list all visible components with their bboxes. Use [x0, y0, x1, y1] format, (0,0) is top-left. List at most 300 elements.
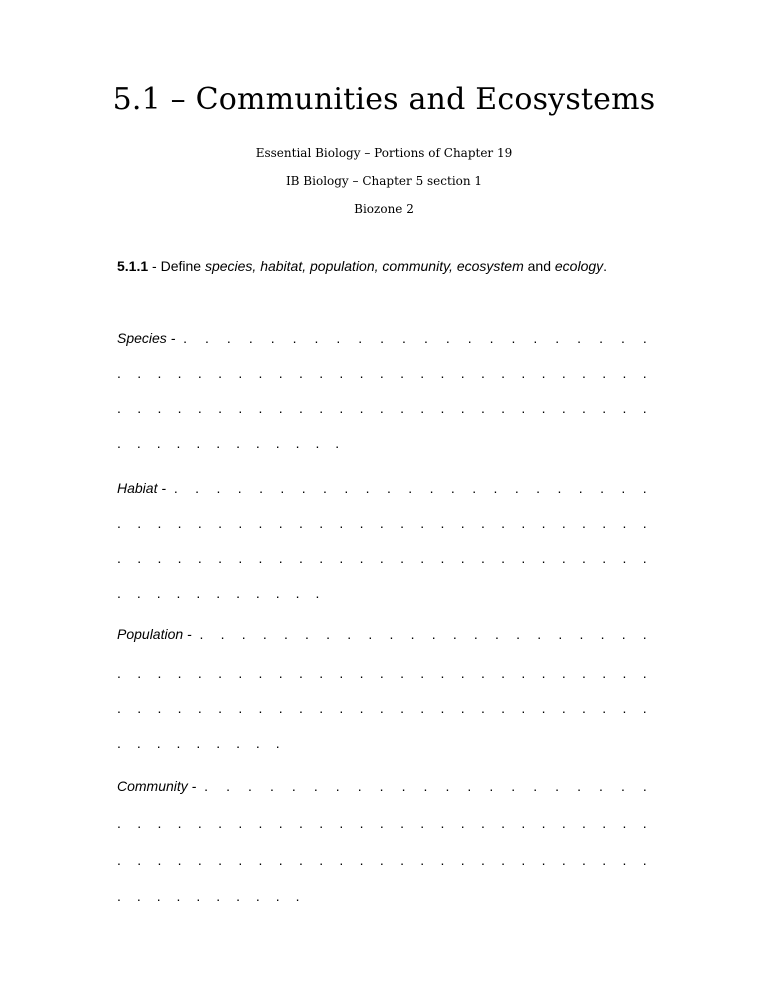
answer-dot: .	[511, 778, 516, 794]
answer-dot: .	[216, 480, 221, 496]
term-label: Species -	[117, 330, 184, 346]
answer-dot: .	[117, 665, 121, 681]
answer-dot: .	[157, 365, 162, 381]
answer-dot: .	[642, 626, 647, 642]
answer-dot: .	[536, 480, 541, 496]
answer-dot: .	[335, 435, 340, 451]
answer-dot: .	[319, 400, 324, 416]
answer-dot: .	[238, 815, 243, 831]
answer-dot: .	[216, 435, 221, 451]
answer-dot: .	[621, 480, 626, 496]
answer-dot: .	[183, 330, 188, 346]
answer-dot: .	[401, 778, 406, 794]
answer-dot: .	[501, 700, 506, 716]
answer-dot: .	[359, 400, 364, 416]
answer-dot: .	[368, 626, 373, 642]
objective-lead: - Define	[148, 258, 205, 274]
answer-dot: .	[440, 852, 445, 868]
answer-dot: .	[117, 852, 121, 868]
answer-dots[interactable]	[117, 400, 645, 416]
answer-line	[117, 435, 645, 455]
term-label: Community -	[117, 778, 205, 794]
answer-dot: .	[339, 515, 344, 531]
answer-dot: .	[278, 400, 283, 416]
answer-dot: .	[480, 852, 485, 868]
answer-dot: .	[423, 330, 428, 346]
answer-dots[interactable]	[117, 815, 645, 831]
answer-dot: .	[283, 626, 288, 642]
answer-dot: .	[238, 400, 243, 416]
answer-dot: .	[117, 815, 121, 831]
answer-dot: .	[582, 852, 586, 868]
answer-dot: .	[259, 480, 263, 496]
answer-dot: .	[460, 852, 465, 868]
answer-dot: .	[238, 852, 243, 868]
answer-dot: .	[298, 515, 303, 531]
answer-dot: .	[379, 400, 384, 416]
answer-dot: .	[295, 888, 300, 904]
subtitle-ib-biology: IB Biology – Chapter 5 section 1	[285, 174, 483, 188]
answer-dot: .	[137, 665, 142, 681]
answer-dot: .	[359, 815, 364, 831]
answer-dot: .	[157, 700, 162, 716]
answer-dot: .	[157, 515, 162, 531]
answer-dot: .	[400, 700, 404, 716]
answer-dot: .	[298, 665, 303, 681]
answer-dot: .	[319, 550, 324, 566]
answer-dot: .	[197, 700, 202, 716]
answer-dot: .	[195, 480, 200, 496]
answer-dot: .	[216, 735, 221, 751]
answer-dot: .	[177, 515, 182, 531]
answer-dot: .	[117, 735, 121, 751]
answer-dot: .	[400, 365, 404, 381]
answer-dots[interactable]	[117, 888, 298, 904]
answer-dot: .	[176, 888, 181, 904]
answer-dots[interactable]	[117, 700, 645, 716]
answer-dot: .	[117, 585, 121, 601]
answer-dot: .	[258, 400, 263, 416]
answer-dot: .	[275, 585, 280, 601]
answer-dot: .	[561, 852, 566, 868]
answer-dot: .	[541, 700, 546, 716]
answer-dot: .	[582, 550, 586, 566]
answer-dot: .	[137, 400, 142, 416]
answer-dot: .	[620, 778, 625, 794]
answer-dot: .	[339, 400, 344, 416]
answer-dot: .	[339, 550, 344, 566]
answer-dot: .	[621, 626, 626, 642]
answer-dots[interactable]	[117, 735, 278, 751]
answer-dot: .	[642, 330, 647, 346]
answer-dot: .	[197, 852, 202, 868]
answer-dot: .	[258, 815, 263, 831]
answer-dot: .	[400, 852, 404, 868]
answer-dot: .	[117, 888, 121, 904]
answer-dot: .	[521, 550, 526, 566]
answer-dots[interactable]	[117, 435, 340, 451]
answer-dot: .	[313, 778, 318, 794]
answer-dot: .	[218, 665, 222, 681]
answer-dot: .	[379, 852, 384, 868]
answer-dot: .	[501, 550, 506, 566]
answer-dot: .	[258, 550, 263, 566]
answer-dot: .	[216, 585, 221, 601]
answer-dot: .	[380, 330, 385, 346]
answer-dot: .	[602, 852, 607, 868]
answer-dot: .	[238, 550, 243, 566]
answer-dot: .	[577, 330, 582, 346]
answer-dot: .	[204, 778, 209, 794]
answer-dot: .	[255, 735, 260, 751]
answer-dot: .	[258, 852, 263, 868]
answer-dot: .	[117, 550, 121, 566]
answer-dot: .	[489, 778, 494, 794]
answer-dot: .	[173, 480, 178, 496]
answer-dot: .	[314, 330, 319, 346]
answer-dot: .	[467, 778, 472, 794]
answer-dot: .	[196, 435, 201, 451]
answer-dot: .	[319, 515, 324, 531]
answer-dot: .	[410, 626, 415, 642]
answer-dot: .	[541, 515, 546, 531]
answer-dot: .	[379, 815, 384, 831]
answer-dot: .	[137, 365, 142, 381]
answer-dot: .	[238, 700, 243, 716]
answer-dot: .	[420, 550, 425, 566]
term-row	[117, 480, 645, 500]
answer-dot: .	[420, 665, 425, 681]
answer-dot: .	[359, 550, 364, 566]
answer-dot: .	[642, 365, 647, 381]
answer-dot: .	[480, 815, 485, 831]
answer-dot: .	[501, 852, 506, 868]
answer-dot: .	[238, 515, 243, 531]
answer-dot: .	[238, 665, 243, 681]
answer-dot: .	[521, 365, 526, 381]
answer-dot: .	[177, 365, 182, 381]
answer-dot: .	[298, 815, 303, 831]
answer-dot: .	[622, 665, 627, 681]
answer-dot: .	[582, 515, 586, 531]
answer-dot: .	[440, 365, 445, 381]
answer-dot: .	[359, 665, 364, 681]
answer-dot: .	[561, 515, 566, 531]
answer-dot: .	[347, 626, 352, 642]
answer-dot: .	[622, 700, 627, 716]
answer-dot: .	[480, 665, 485, 681]
answer-dot: .	[197, 665, 202, 681]
answer-dot: .	[295, 435, 300, 451]
answer-dot: .	[493, 480, 498, 496]
answer-dot: .	[579, 626, 584, 642]
answer-dot: .	[521, 515, 526, 531]
answer-dot: .	[379, 665, 384, 681]
answer-dot: .	[501, 815, 506, 831]
answer-dot: .	[236, 735, 240, 751]
answer-dot: .	[137, 550, 142, 566]
answer-dot: .	[582, 815, 586, 831]
answer-dot: .	[177, 700, 182, 716]
answer-dot: .	[620, 330, 625, 346]
answer-dot: .	[236, 888, 240, 904]
answer-dot: .	[319, 852, 324, 868]
answer-dots[interactable]	[204, 778, 645, 794]
answer-dot: .	[578, 480, 583, 496]
answer-dot: .	[136, 435, 141, 451]
answer-dot: .	[357, 778, 362, 794]
objective-last-term: ecology	[554, 258, 604, 274]
answer-dot: .	[379, 778, 384, 794]
term-row	[117, 778, 645, 798]
answer-dots[interactable]	[117, 515, 645, 531]
answer-dot: .	[156, 888, 161, 904]
answer-dot: .	[642, 852, 647, 868]
answer-dot: .	[599, 330, 603, 346]
answer-dot: .	[460, 365, 465, 381]
answer-dots[interactable]	[117, 550, 645, 566]
answer-dot: .	[622, 550, 627, 566]
answer-dot: .	[480, 365, 485, 381]
answer-dots[interactable]	[117, 585, 320, 601]
answer-dot: .	[582, 365, 586, 381]
answer-dot: .	[440, 700, 445, 716]
answer-line	[117, 550, 645, 570]
answer-dot: .	[136, 585, 141, 601]
answer-dot: .	[157, 550, 162, 566]
answer-dot: .	[555, 778, 560, 794]
answer-dot: .	[440, 665, 445, 681]
answer-line	[117, 400, 645, 420]
answer-dot: .	[440, 550, 445, 566]
answer-dot: .	[480, 550, 485, 566]
page-title: 5.1 – Communities and Ecosystems	[112, 82, 656, 117]
answer-dot: .	[278, 852, 283, 868]
answer-dot: .	[358, 330, 363, 346]
answer-dots[interactable]	[183, 330, 645, 346]
objective-term-list: species, habitat, population, community, ecosystem	[204, 258, 524, 274]
answer-dot: .	[561, 365, 566, 381]
answer-dot: .	[339, 665, 344, 681]
answer-dot: .	[326, 626, 331, 642]
answer-dot: .	[440, 400, 445, 416]
answer-dot: .	[319, 700, 324, 716]
answer-dot: .	[237, 480, 242, 496]
answer-dot: .	[298, 700, 303, 716]
answer-dot: .	[642, 550, 647, 566]
answer-dot: .	[278, 665, 283, 681]
answer-dot: .	[275, 888, 280, 904]
answer-dot: .	[577, 778, 581, 794]
answer-dot: .	[460, 700, 465, 716]
answer-line	[117, 665, 645, 685]
answer-dot: .	[218, 852, 222, 868]
answer-dot: .	[359, 515, 364, 531]
answer-dot: .	[622, 400, 627, 416]
answer-dot: .	[196, 888, 201, 904]
answer-dot: .	[460, 665, 465, 681]
answer-dot: .	[495, 626, 499, 642]
answer-dot: .	[420, 815, 425, 831]
answer-dot: .	[262, 626, 267, 642]
answer-dot: .	[258, 365, 263, 381]
answer-dot: .	[298, 550, 303, 566]
answer-dot: .	[197, 550, 202, 566]
answer-dot: .	[339, 815, 344, 831]
answer-dot: .	[205, 330, 209, 346]
answer-dot: .	[117, 700, 121, 716]
answer-dot: .	[642, 778, 647, 794]
answer-dot: .	[473, 626, 478, 642]
answer-dot: .	[400, 515, 404, 531]
answer-dot: .	[642, 665, 647, 681]
answer-dot: .	[429, 480, 434, 496]
answer-dot: .	[514, 480, 519, 496]
answer-dot: .	[420, 852, 425, 868]
answer-dot: .	[196, 585, 201, 601]
answer-dot: .	[319, 815, 324, 831]
objective-5-1-1	[117, 247, 645, 285]
answer-dot: .	[157, 852, 162, 868]
answer-dot: .	[602, 550, 607, 566]
answer-dot: .	[501, 365, 506, 381]
answer-dot: .	[278, 365, 283, 381]
answer-dot: .	[400, 550, 404, 566]
answer-dot: .	[335, 778, 340, 794]
objective-end: .	[603, 258, 608, 274]
answer-dot: .	[402, 330, 406, 346]
subtitle-biozone: Biozone 2	[354, 202, 414, 216]
answer-dot: .	[516, 626, 521, 642]
answer-dot: .	[561, 400, 566, 416]
answer-dot: .	[359, 365, 364, 381]
answer-dot: .	[275, 735, 280, 751]
answer-dot: .	[557, 480, 562, 496]
answer-dot: .	[420, 400, 425, 416]
answer-dot: .	[541, 365, 546, 381]
answer-dot: .	[301, 480, 306, 496]
answer-line	[117, 365, 645, 385]
answer-dot: .	[359, 852, 364, 868]
answer-dot: .	[541, 665, 546, 681]
answer-dot: .	[177, 400, 182, 416]
term-row	[117, 330, 645, 350]
answer-dots[interactable]	[174, 480, 645, 496]
answer-dots[interactable]	[117, 665, 645, 681]
answer-dot: .	[501, 665, 506, 681]
answer-dot: .	[533, 330, 538, 346]
answer-dots[interactable]	[117, 365, 645, 381]
answer-dot: .	[269, 778, 274, 794]
answer-dot: .	[561, 815, 566, 831]
answer-dot: .	[561, 700, 566, 716]
answer-dot: .	[600, 626, 605, 642]
answer-dot: .	[177, 852, 182, 868]
answer-dot: .	[197, 400, 202, 416]
answer-dot: .	[582, 665, 586, 681]
answer-dot: .	[602, 700, 607, 716]
answer-dot: .	[157, 665, 162, 681]
answer-dot: .	[602, 815, 607, 831]
answer-dot: .	[199, 626, 204, 642]
answer-dot: .	[292, 330, 297, 346]
answer-dot: .	[533, 778, 538, 794]
answer-dot: .	[558, 626, 563, 642]
answer-dot: .	[541, 550, 546, 566]
answer-dot: .	[379, 515, 384, 531]
answer-dot: .	[344, 480, 349, 496]
answer-dot: .	[440, 515, 445, 531]
answer-line	[117, 735, 645, 755]
answer-dot: .	[156, 435, 161, 451]
answer-dot: .	[622, 815, 627, 831]
answer-dot: .	[339, 700, 344, 716]
answer-dot: .	[336, 330, 341, 346]
answer-dots[interactable]	[117, 852, 645, 868]
answer-dot: .	[295, 585, 300, 601]
answer-dot: .	[450, 480, 455, 496]
answer-dot: .	[298, 400, 303, 416]
answer-dot: .	[582, 400, 586, 416]
answer-dot: .	[582, 700, 586, 716]
answer-dot: .	[600, 480, 604, 496]
answer-dot: .	[157, 815, 162, 831]
answer-dot: .	[642, 700, 647, 716]
answer-dot: .	[472, 480, 477, 496]
answer-dot: .	[379, 550, 384, 566]
answer-dot: .	[255, 888, 260, 904]
answer-dot: .	[315, 435, 320, 451]
answer-dot: .	[501, 400, 506, 416]
answer-dot: .	[521, 400, 526, 416]
answer-dot: .	[323, 480, 327, 496]
answer-dot: .	[196, 735, 201, 751]
answer-dot: .	[137, 852, 142, 868]
answer-dot: .	[467, 330, 472, 346]
answer-dot: .	[521, 665, 526, 681]
answer-dot: .	[541, 852, 546, 868]
answer-dot: .	[218, 700, 222, 716]
answer-dot: .	[602, 365, 607, 381]
answer-dot: .	[255, 435, 260, 451]
answer-dot: .	[177, 815, 182, 831]
term-row	[117, 626, 645, 646]
answer-dot: .	[117, 515, 121, 531]
answer-line	[117, 515, 645, 535]
answer-dot: .	[445, 778, 450, 794]
answer-dot: .	[177, 665, 182, 681]
answer-dot: .	[452, 626, 457, 642]
answer-dot: .	[278, 515, 283, 531]
answer-dot: .	[258, 700, 263, 716]
answer-dot: .	[156, 735, 161, 751]
answer-dot: .	[248, 330, 253, 346]
answer-dot: .	[622, 365, 627, 381]
answer-dot: .	[386, 480, 391, 496]
answer-dot: .	[156, 585, 161, 601]
answer-dot: .	[136, 888, 141, 904]
answer-dot: .	[136, 735, 141, 751]
answer-line	[117, 815, 645, 835]
answer-dot: .	[137, 700, 142, 716]
answer-dots[interactable]	[200, 626, 646, 642]
answer-dot: .	[541, 815, 546, 831]
answer-dot: .	[642, 515, 647, 531]
answer-dot: .	[176, 585, 181, 601]
answer-dot: .	[408, 480, 413, 496]
answer-dot: .	[359, 700, 364, 716]
answer-dot: .	[319, 365, 324, 381]
